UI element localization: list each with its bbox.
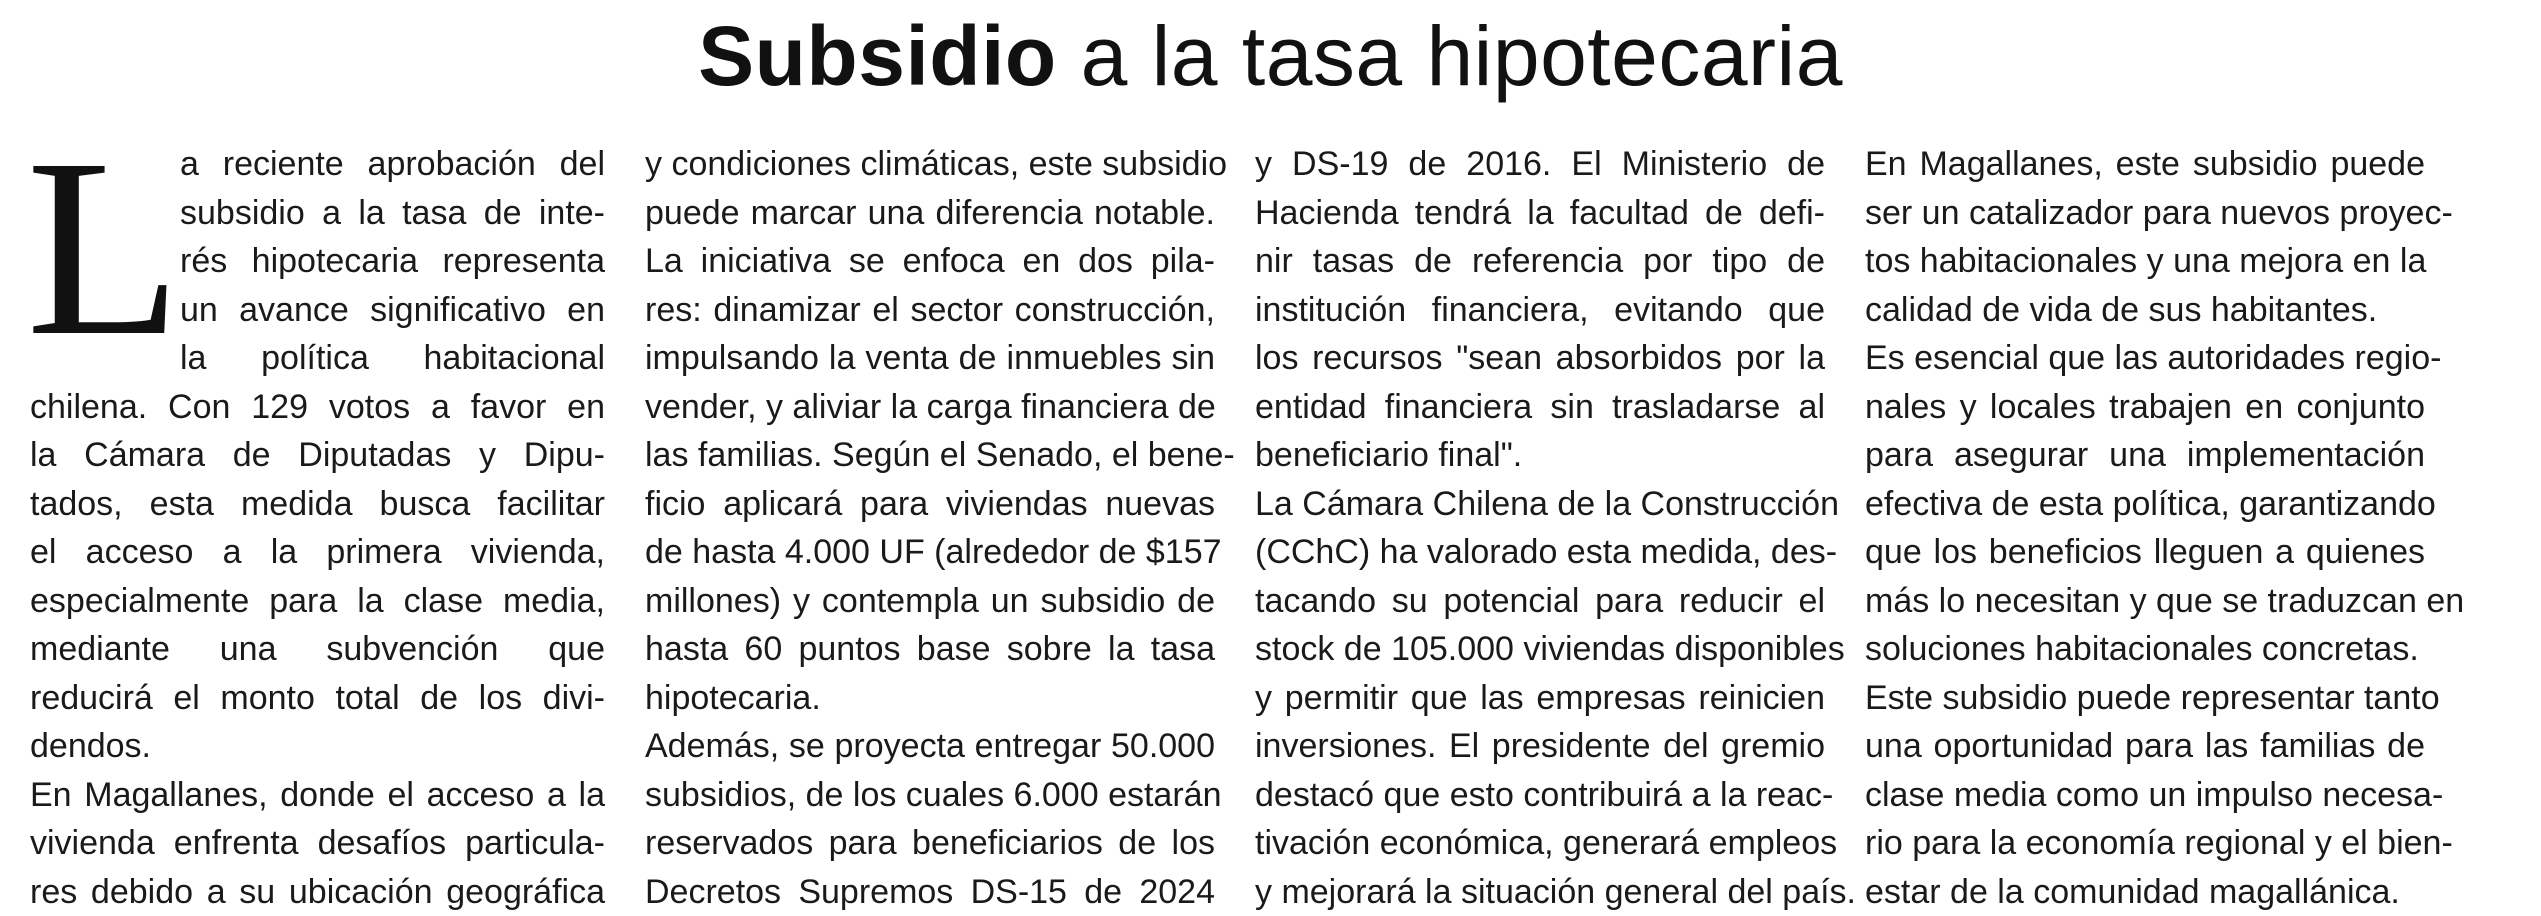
text-line: soluciones habitacionales concretas.: [1865, 625, 2425, 674]
text-line: hasta 60 puntos base sobre la tasa: [645, 625, 1215, 674]
article-column-3: [1255, 140, 1825, 916]
text-line: estar de la comunidad magallánica.: [1865, 868, 2425, 916]
text-line: vender, y aliviar la carga financiera de: [645, 383, 1215, 432]
text-line: efectiva de esta política, garantizando: [1865, 480, 2425, 529]
text-line: res debido a su ubicación geográfica: [30, 868, 605, 916]
text-line: La Cámara Chilena de la Construcción: [1255, 480, 1825, 529]
text-line: puede marcar una diferencia notable.: [645, 189, 1215, 238]
text-line: las familias. Según el Senado, el bene-: [645, 431, 1215, 480]
text-line: tacando su potencial para reducir el: [1255, 577, 1825, 626]
text-line: y condiciones climáticas, este subsidio: [645, 140, 1215, 189]
text-line: La iniciativa se enfoca en dos pila-: [645, 237, 1215, 286]
text-line: impulsando la venta de inmuebles sin: [645, 334, 1215, 383]
article-title: [0, 6, 2541, 106]
text-line: hipotecaria.: [645, 674, 1215, 723]
text-line: tos habitacionales y una mejora en la: [1865, 237, 2425, 286]
text-line: reservados para beneficiarios de los: [645, 819, 1215, 868]
article-column-4: [1865, 140, 2425, 916]
text-line: para asegurar una implementación: [1865, 431, 2425, 480]
text-line: res: dinamizar el sector construcción,: [645, 286, 1215, 335]
article-column-2: [645, 140, 1215, 916]
text-line: beneficiario final".: [1255, 431, 1825, 480]
text-line: Es esencial que las autoridades regio-: [1865, 334, 2425, 383]
text-line: más lo necesitan y que se traduzcan en: [1865, 577, 2425, 626]
text-line: stock de 105.000 viviendas disponibles: [1255, 625, 1825, 674]
text-line: Este subsidio puede representar tanto: [1865, 674, 2425, 723]
text-line: entidad financiera sin trasladarse al: [1255, 383, 1825, 432]
text-line: que los beneficios lleguen a quienes: [1865, 528, 2425, 577]
text-line: destacó que esto contribuirá a la reac-: [1255, 771, 1825, 820]
text-line: el acceso a la primera vivienda,: [30, 528, 605, 577]
text-line: vivienda enfrenta desafíos particula-: [30, 819, 605, 868]
text-line: rés hipotecaria representa: [30, 237, 605, 286]
text-line: y DS-19 de 2016. El Ministerio de: [1255, 140, 1825, 189]
text-line: y permitir que las empresas reinicien: [1255, 674, 1825, 723]
text-line: En Magallanes, este subsidio puede: [1865, 140, 2425, 189]
text-line: la política habitacional: [30, 334, 605, 383]
text-line: inversiones. El presidente del gremio: [1255, 722, 1825, 771]
text-line: reducirá el monto total de los divi-: [30, 674, 605, 723]
text-line: nales y locales trabajen en conjunto: [1865, 383, 2425, 432]
text-line: un avance significativo en: [30, 286, 605, 335]
text-line: chilena. Con 129 votos a favor en: [30, 383, 605, 432]
text-line: una oportunidad para las familias de: [1865, 722, 2425, 771]
text-line: a reciente aprobación del: [30, 140, 605, 189]
text-line: nir tasas de referencia por tipo de: [1255, 237, 1825, 286]
text-line: de hasta 4.000 UF (alrededor de $157: [645, 528, 1215, 577]
text-line: dendos.: [30, 722, 605, 771]
article-title-rest: a la tasa hipotecaria: [1057, 9, 1843, 103]
text-line: institución financiera, evitando que: [1255, 286, 1825, 335]
article-column-1: [30, 140, 605, 916]
text-line: la Cámara de Diputadas y Dipu-: [30, 431, 605, 480]
text-line: clase media como un impulso necesa-: [1865, 771, 2425, 820]
drop-cap: L: [26, 150, 162, 346]
text-line: ser un catalizador para nuevos proyec-: [1865, 189, 2425, 238]
text-line: Hacienda tendrá la facultad de defi-: [1255, 189, 1825, 238]
text-line: Además, se proyecta entregar 50.000: [645, 722, 1215, 771]
text-line: subsidios, de los cuales 6.000 estarán: [645, 771, 1215, 820]
text-line: especialmente para la clase media,: [30, 577, 605, 626]
text-line: subsidio a la tasa de inte-: [30, 189, 605, 238]
text-line: y mejorará la situación general del país.: [1255, 868, 1825, 916]
text-line: tivación económica, generará empleos: [1255, 819, 1825, 868]
text-line: calidad de vida de sus habitantes.: [1865, 286, 2425, 335]
text-line: En Magallanes, donde el acceso a la: [30, 771, 605, 820]
text-line: ficio aplicará para viviendas nuevas: [645, 480, 1215, 529]
text-line: Decretos Supremos DS-15 de 2024: [645, 868, 1215, 916]
text-line: mediante una subvención que: [30, 625, 605, 674]
text-line: (CChC) ha valorado esta medida, des-: [1255, 528, 1825, 577]
text-line: tados, esta medida busca facilitar: [30, 480, 605, 529]
text-line: rio para la economía regional y el bien-: [1865, 819, 2425, 868]
text-line: millones) y contempla un subsidio de: [645, 577, 1215, 626]
text-line: los recursos "sean absorbidos por la: [1255, 334, 1825, 383]
article-title-bold: Subsidio: [698, 9, 1057, 103]
